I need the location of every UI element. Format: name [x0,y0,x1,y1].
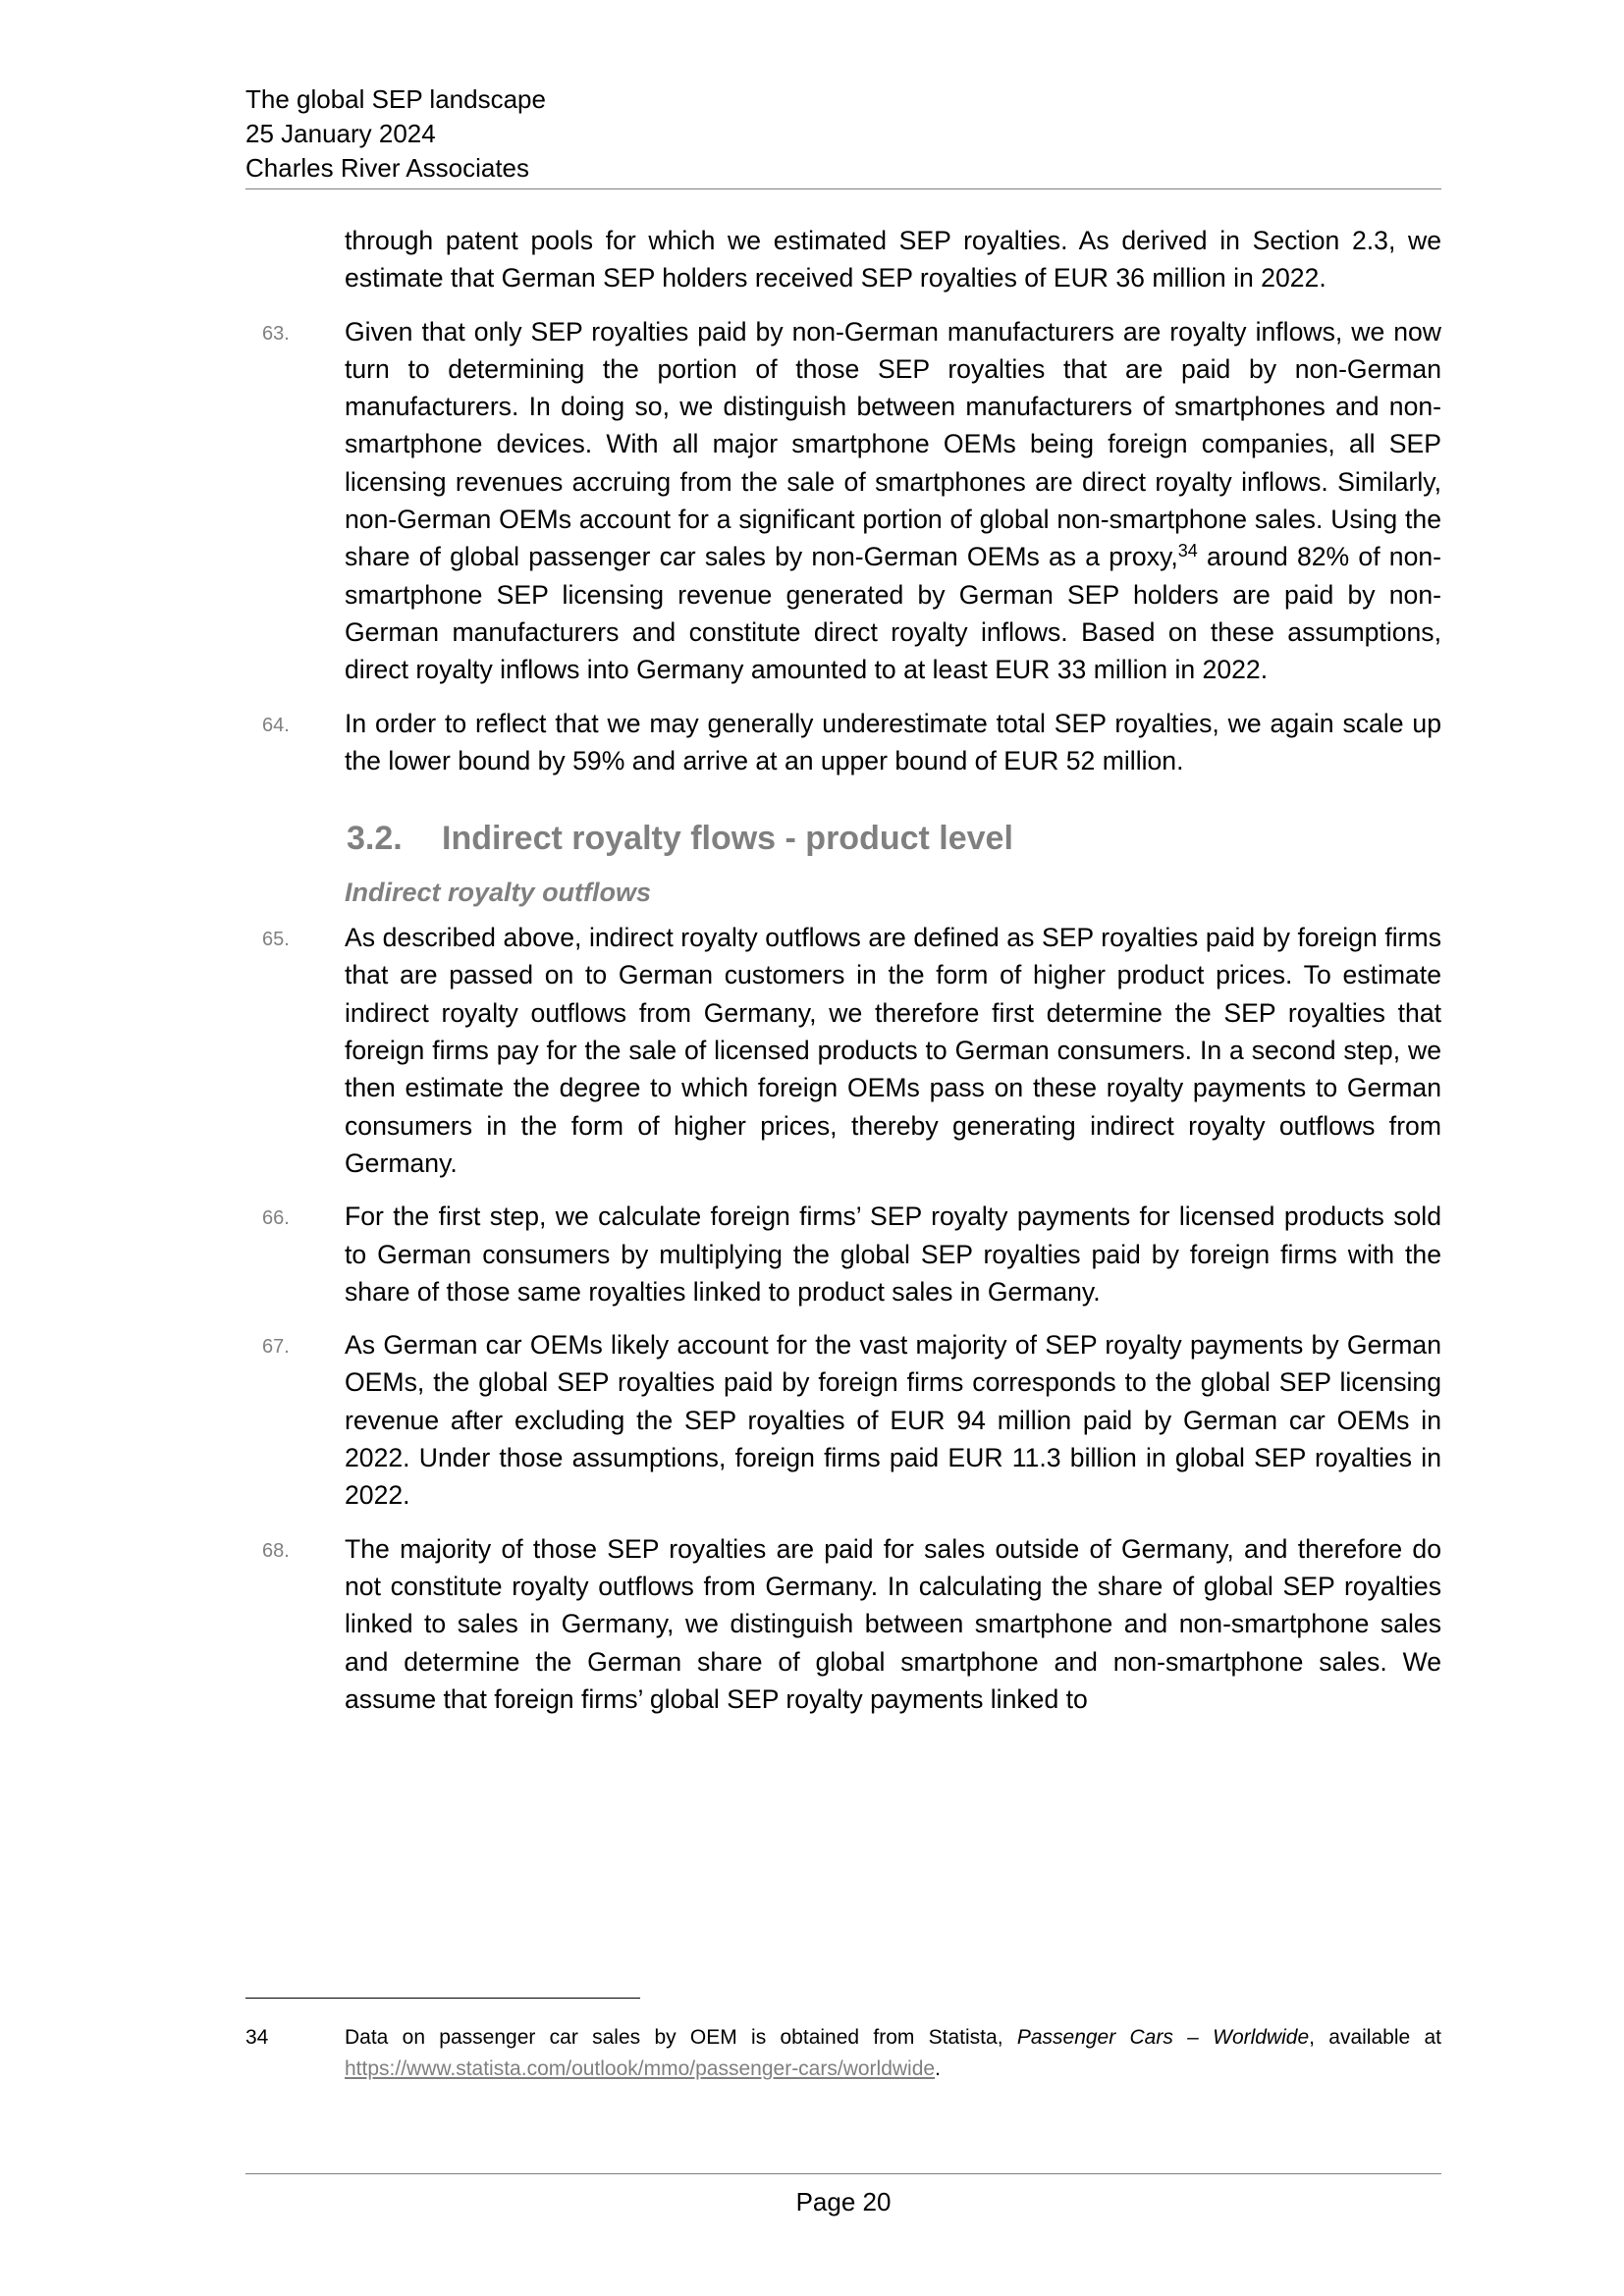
page-number: Page 20 [795,2187,892,2216]
paragraph-text: For the first step, we calculate foreign firms’ SEP royalty payments for licensed products sold to German consumers by multiplying the global SEP royalties paid by foreign firms with the share of those same royalties linked to product sales in Germany. [345,1201,1441,1307]
footer-divider [245,2173,1441,2174]
footnote-separator [245,1998,640,1999]
paragraph-64 [245,705,1441,780]
main-content [245,222,1441,1734]
footnote-text-part: , available at [1309,2026,1441,2049]
footnote-34 [245,2022,1441,2085]
paragraph-continued [245,222,1441,297]
paragraph-text: The majority of those SEP royalties are paid for sales outside of Germany, and therefore do not constitute royalty outflows from Germany. In calculating the share of global SEP royalties linked to sales in Germany, we distinguish between smartphone and non-smartphone sales and determine the German share of global smartphone and non-smartphone sales. We assume that foreign firms’ global SEP royalty payments linked to [345,1533,1441,1714]
paragraph-63 [245,313,1441,689]
footnote-reference[interactable]: 34 [1177,541,1198,561]
footnote-text [245,2022,1441,2085]
paragraph-65 [245,919,1441,1182]
paragraph-number: 64. [262,714,290,736]
paragraph-text-part: Given that only SEP royalties paid by non-German manufacturers are royalty inflows, we now turn to determining the portion of those SEP royalties that are paid by non-German manufacturers. In doing so, we distinguish between manufacturers of smartphones and non-smartphone devices. With all major smartphone OEMs being foreign companies, all SEP licensing revenues accruing from the sale of smartphones are direct royalty inflows. Similarly, non-German OEMs account for a significant portion of global non-smartphone sales. Using the share of global passenger car sales by non-German OEMs as a proxy, [345,316,1441,572]
paragraph-number: 68. [262,1539,290,1562]
paragraph-number: 66. [262,1207,290,1230]
paragraph-text [345,313,1441,689]
footnote-text-part: Data on passenger car sales by OEM is obtained from Statista, [345,2026,1003,2049]
paragraph-number: 67. [262,1336,290,1359]
running-header [245,82,1441,186]
paragraph-68 [245,1530,1441,1718]
paragraph-66 [245,1198,1441,1310]
footnote-text-part: . [935,2057,941,2080]
section-heading [245,819,1441,858]
section-number: 3.2. [347,820,403,858]
paragraph-text: through patent pools for which we estimated SEP royalties. As derived in Section 2.3, we estimate that German SEP holders received SEP royalties of EUR 36 million in 2022. [345,226,1441,294]
paragraph-number: 65. [262,929,290,951]
header-document-title: The global SEP landscape [245,84,546,114]
footnote-number: 34 [245,2026,269,2049]
subsection-heading: Indirect royalty outflows [345,878,652,908]
section-title: Indirect royalty flows - product level [442,820,1013,858]
footnote-link[interactable]: https://www.statista.com/outlook/mmo/passenger-cars/worldwide [345,2057,936,2080]
header-organization: Charles River Associates [245,153,529,183]
paragraph-67 [245,1326,1441,1514]
paragraph-text-part: around 82% of non-smartphone SEP licensing revenue generated by German SEP holders are paid by non-German manufacturers and constitute direct royalty inflows. Based on these assumptions, direct royalty inflows into Germany amounted to at least EUR 33 million in 2022. [345,542,1442,685]
header-date: 25 January 2024 [245,119,436,148]
footnote-source-title: Passenger Cars – Worldwide [1016,2026,1310,2049]
paragraph-text: In order to reflect that we may generally underestimate total SEP royalties, we again scale up the lower bound by 59% and arrive at an upper bound of EUR 52 million. [345,708,1441,775]
paragraph-number: 63. [262,322,290,345]
paragraph-text: As described above, indirect royalty outflows are defined as SEP royalties paid by foreign firms that are passed on to German customers in the form of higher product prices. To estimate indirect royalty outflows from Germany, we therefore first determine the SEP royalties that foreign firms pay for the sale of licensed products to German consumers. In a second step, we then estimate the degree to which foreign OEMs pass on these royalty payments to German consumers in the form of higher prices, thereby generating indirect royalty outflows from Germany. [345,923,1441,1178]
header-divider [245,188,1441,189]
paragraph-text: As German car OEMs likely account for the vast majority of SEP royalty payments by German OEMs, the global SEP royalties paid by foreign firms corresponds to the global SEP licensing revenue after excluding the SEP royalties of EUR 94 million paid by German car OEMs in 2022. Under those assumptions, foreign firms paid EUR 11.3 billion in global SEP royalties in 2022. [345,1330,1441,1511]
